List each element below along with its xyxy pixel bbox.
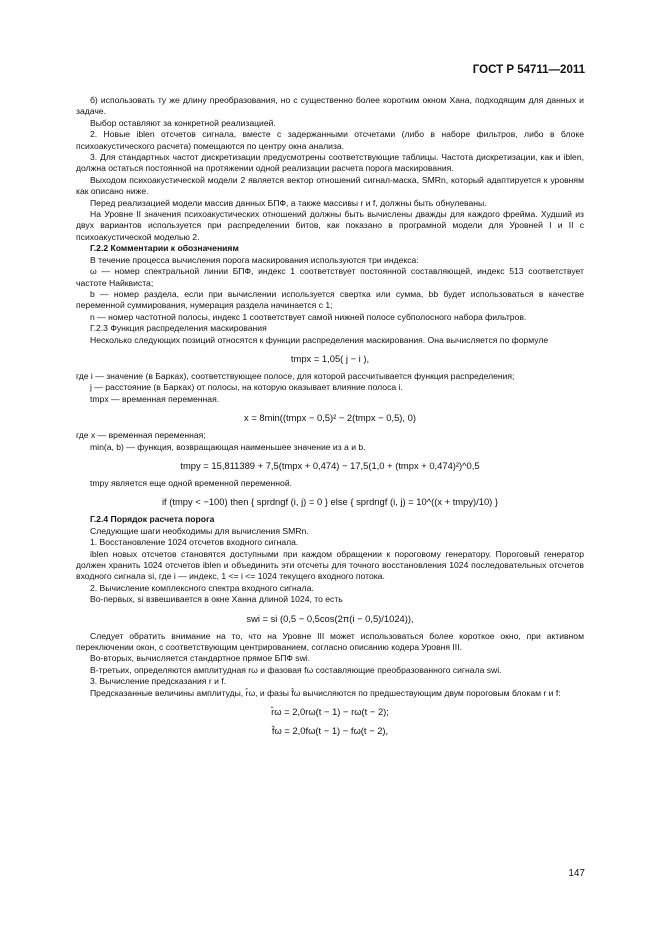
formula-f-prediction: f̂ω = 2,0fω(t − 1) − fω(t − 2), bbox=[271, 725, 389, 737]
paragraph: На Уровне II значения психоакустических отношений должны быть вычислены дважды для каждого фрейма. Худший из двух вариантов используется при распределении битов, как показано в програмной модели для Уровней I и II с психоакустической моделью 2. bbox=[76, 209, 584, 242]
paragraph: Несколько следующих позиций относятся к функции распределения маскирования. Она вычисляется по формуле bbox=[90, 334, 549, 345]
section-heading-g24: Г.2.4 Порядок расчета порога bbox=[90, 514, 215, 525]
section-heading-g22: Г.2.2 Комментарии к обозначениям bbox=[90, 243, 239, 254]
formula-r-prediction: r̂ω = 2,0rω(t − 1) − rω(t − 2); bbox=[271, 706, 389, 718]
step-3: 3. Вычисление предсказания r и f. bbox=[90, 676, 227, 687]
step-2: 2. Вычисление комплексного спектра входного сигнала. bbox=[90, 582, 314, 593]
where-x: где x — временная переменная; bbox=[76, 430, 206, 441]
formula-x: x = 8min((tmpx − 0,5)² − 2(tmpx − 0,5), 0) bbox=[244, 412, 416, 424]
paragraph: В течение процесса вычисления порога маскирования используются три индекса: bbox=[90, 254, 419, 265]
paragraph: 2. Новые iblen отсчетов сигнала, вместе с задержанными отсчетами (либо в наборе фильтров, либо в блоке психоакустического расчета) помещаются по центру окна анализа. bbox=[76, 129, 584, 151]
min-definition: min(a, b) — функция, возвращающая наименьшее значение из a и b. bbox=[90, 441, 366, 452]
page-body bbox=[76, 95, 584, 743]
formula-tmpy: tmpy = 15,811389 + 7,5(tmpx + 0,474) − 17,5(1,0 + (tmpx + 0,474)²)^0,5 bbox=[180, 459, 480, 471]
standard-header: ГОСТ Р 54711—2011 bbox=[472, 64, 585, 76]
paragraph: 3. Для стандартных частот дискретизации предусмотрены соответствующие таблицы. Частота дискретизации, как и iblen, должна остаться постоянной на протяжении одной реализации расчета порога маскирования. bbox=[76, 152, 584, 174]
paragraph: Следует обратить внимание на то, что на Уровне III может использоваться более короткое окно, при активном переключении окон, с соответствующим центрированием, согласно описанию кодера Уровня III. bbox=[76, 630, 584, 653]
step-1-text: iblen новых отсчетов становятся доступными при каждом обращении к пороговому генератору. Пороговый генератор должен хранить 1024 отсчетов iblen и объединить эти отсчеты для точного восстановления 1024 последовательных отсчетов входного сигнала si, где i — индекс, 1 <= i <= 1024 текущего входного потока. bbox=[76, 548, 584, 582]
tmpy-definition: tmpy является еще одной временной переменной. bbox=[90, 477, 293, 488]
formula-hann-window: swi = si (0,5 − 0,5cos(2π(i − 0,5)/1024)), bbox=[246, 612, 414, 624]
paragraph: Во-вторых, вычисляется стандартное прямое БПФ swi. bbox=[90, 653, 311, 664]
paragraph: Выходом психоакустической модели 2 является вектор отношений сигнал-маска, SMRn, который адаптируется к уровням как описано ниже. bbox=[76, 174, 584, 197]
tmpx-definition: tmpx — временная переменная. bbox=[90, 393, 220, 404]
paragraph: Выбор оставляют за конкретной реализацией. bbox=[90, 117, 276, 128]
index-def-n: n — номер частотной полосы, индекс 1 соответствует самой нижней полосе субполосного набора фильтров. bbox=[90, 311, 527, 322]
formula-sprdngf: if (tmpy < −100) then { sprdngf (i, j) = 0 } else { sprdngf (i, j) = 10^((x + tmpy)/10) } bbox=[161, 496, 499, 508]
step-3-text: Предсказанные величины амплитуды, r̂ω, и фазы f̂ω вычисляются по предшествующим двум пороговым блокам r и f: bbox=[90, 687, 561, 698]
section-heading-g23: Г.2.3 Функция распределения маскирования bbox=[90, 323, 267, 334]
index-def-b: b — номер раздела, если при вычислении используется свертка или сумма, bb будет использоваться в качестве переменной суммирования, нумерация раздела начинается с 1; bbox=[76, 288, 584, 311]
index-def-omega: ω — номер спектральной линии БПФ, индекс 1 соответствует постоянной составляющей, индекс 513 соответствует частоте Найквиста; bbox=[76, 266, 584, 288]
paragraph: б) использовать ту же длину преобразования, но с существенно более коротким окном Хана, подходящим для данных и задаче. bbox=[76, 95, 584, 117]
formula-tmpx: tmpx = 1,05( j − i ), bbox=[290, 352, 370, 364]
where-j: j — расстояние (в Барках) от полосы, на которую оказывает влияние полоса i. bbox=[90, 382, 403, 393]
step-1: 1. Восстановление 1024 отсчетов входного сигнала. bbox=[90, 537, 299, 548]
step-2-text: Во-первых, si взвешивается в окне Ханна длиной 1024, то есть bbox=[90, 594, 343, 605]
where-i: где i — значение (в Барках), соответствующее полосе, для которой рассчитывается функция распределения; bbox=[76, 370, 515, 381]
paragraph: Перед реализацией модели массив данных БПФ, а также массивы r и f, должны быть обнулеваны. bbox=[90, 197, 487, 208]
page-number: 147 bbox=[568, 868, 585, 879]
paragraph: Следующие шаги необходимы для вычисления SMRn. bbox=[90, 525, 309, 536]
paragraph: В-третьих, определяются амплитудная rω и фазовая fω составляющие преобразованного сигнала swi. bbox=[90, 664, 502, 675]
